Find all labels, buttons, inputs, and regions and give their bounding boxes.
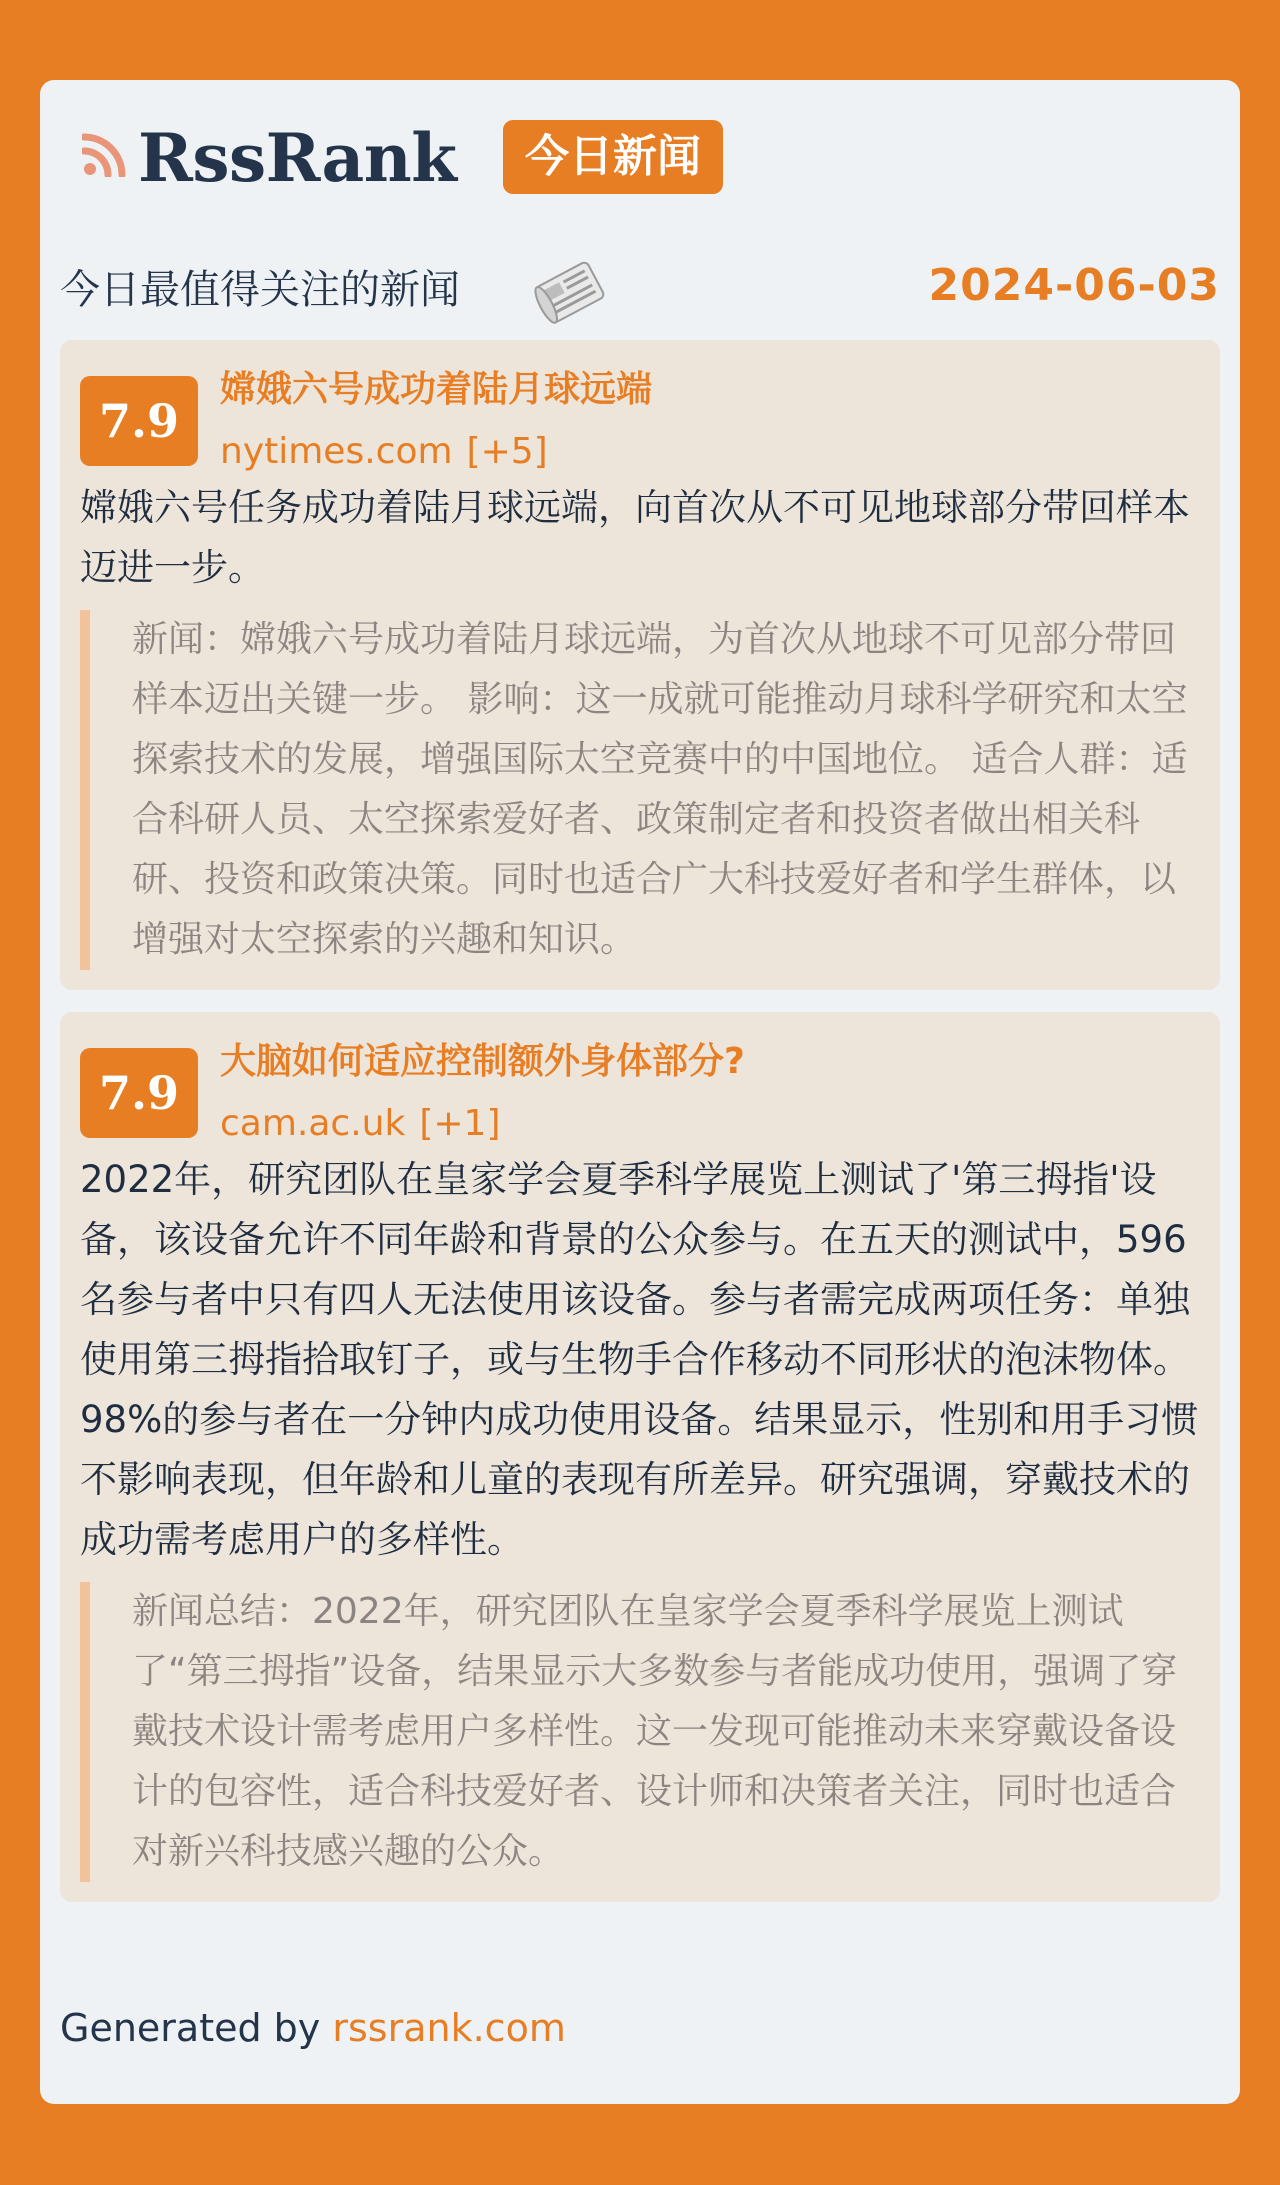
page-subtitle: 今日最值得关注的新闻: [60, 267, 460, 313]
rss-feed-icon: [82, 133, 126, 177]
extra-sources-count[interactable]: [+5]: [466, 431, 548, 472]
news-item: [60, 1012, 1220, 1902]
news-card: [40, 80, 1240, 2104]
header: [60, 80, 1220, 230]
footer: [60, 1998, 566, 2058]
news-source: [220, 1096, 501, 1152]
newspaper-icon: [530, 254, 610, 326]
news-analysis: 新闻总结：2022年，研究团队在皇家学会夏季科学展览上测试了“第三拇指”设备，结果显示大多数参与者能成功使用，强调了穿戴技术设计需考虑用户多样性。这一发现可能推动未来穿戴设备设计的包容性，适合科技爱好者、设计师和决策者关注，同时也适合对新兴科技感兴趣的公众。: [80, 1582, 1200, 1882]
news-source: [220, 424, 548, 480]
source-domain-link[interactable]: nytimes.com: [220, 431, 453, 472]
news-item: [60, 340, 1220, 990]
subheader: [60, 230, 1220, 340]
brand-title[interactable]: RssRank: [138, 119, 457, 197]
score-badge: 7.9: [80, 1048, 198, 1138]
news-summary: 嫦娥六号任务成功着陆月球远端，向首次从不可见地球部分带回样本迈进一步。: [80, 486, 1190, 589]
score-badge: 7.9: [80, 376, 198, 466]
news-item-header: [80, 1034, 1200, 1146]
today-news-tag: 今日新闻: [503, 120, 723, 194]
news-title-link[interactable]: 嫦娥六号成功着陆月球远端: [220, 369, 653, 410]
news-analysis: 新闻：嫦娥六号成功着陆月球远端，为首次从地球不可见部分带回样本迈出关键一步。 影响：这一成就可能推动月球科学研究和太空探索技术的发展，增强国际太空竞赛中的中国地位。 适合人群：适合科研人员、太空探索爱好者、政策制定者和投资者做出相关科研、投资和政策决策。同时也适合广大科技爱好者和学生群体，以增强对太空探索的兴趣和知识。: [80, 610, 1200, 970]
source-domain-link[interactable]: cam.ac.uk: [220, 1103, 406, 1144]
footer-link[interactable]: rssrank.com: [332, 2006, 566, 2050]
news-item-header: [80, 362, 1200, 474]
news-title-link[interactable]: 大脑如何适应控制额外身体部分?: [220, 1041, 745, 1082]
news-summary: 2022年，研究团队在皇家学会夏季科学展览上测试了'第三拇指'设备，该设备允许不同年龄和背景的公众参与。在五天的测试中，596名参与者中只有四人无法使用该设备。参与者需完成两项任务：单独使用第三拇指拾取钉子，或与生物手合作移动不同形状的泡沫物体。98%的参与者在一分钟内成功使用设备。结果显示，性别和用手习惯不影响表现，但年龄和儿童的表现有所差异。研究强调，穿戴技术的成功需考虑用户的多样性。: [80, 1158, 1199, 1561]
extra-sources-count[interactable]: [+1]: [419, 1103, 501, 1144]
footer-prefix: Generated by: [60, 2006, 333, 2050]
news-date: 2024-06-03: [928, 260, 1220, 311]
